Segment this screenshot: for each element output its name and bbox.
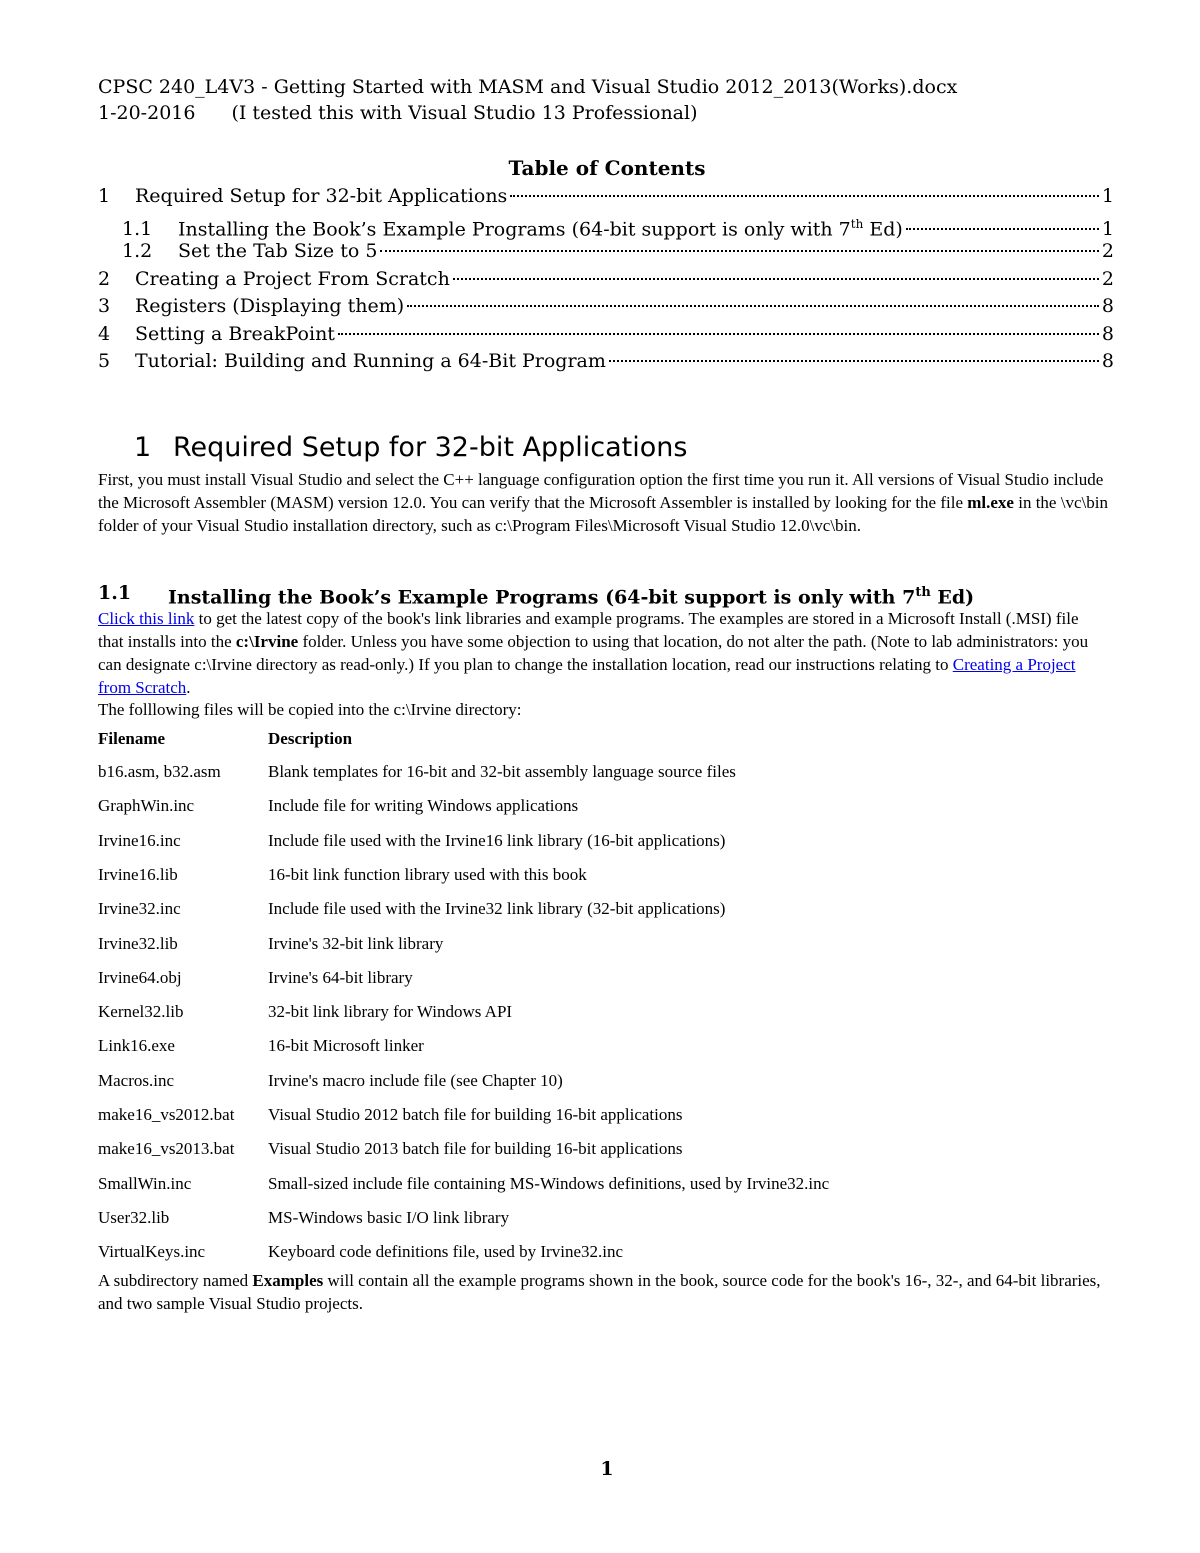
page-number: 1: [600, 1458, 614, 1480]
section-1-text-a: First, you must install Visual Studio and select the C++ language configuration option the first time you run it. All versions of Visual Studio include the Microsoft Assembler (MASM) version 12.0. You can verify that the Microsoft Assembler is installed by looking for the file: [98, 470, 1104, 512]
section-1-1-title-superscript: th: [915, 585, 931, 600]
file-name: make16_vs2013.bat: [98, 1139, 235, 1158]
section-1-title: Required Setup for 32-bit Applications: [173, 432, 688, 463]
section-1-number: 1: [134, 432, 152, 463]
file-description: Include file used with the Irvine32 link library (32-bit applications): [268, 899, 726, 918]
toc-entry-page: 1: [1101, 185, 1114, 207]
section-1-1-bold-path: c:\Irvine: [235, 632, 299, 651]
toc-dot-leader: [338, 333, 1099, 335]
toc-entry-text: Registers (Displaying them): [135, 295, 405, 317]
toc-entry[interactable]: [122, 237, 1114, 265]
filename-header: Filename: [98, 729, 166, 748]
file-description: Small-sized include file containing MS-Windows definitions, used by Irvine32.inc: [268, 1174, 830, 1193]
file-name: Irvine32.inc: [98, 899, 181, 918]
toc-dot-leader: [453, 278, 1099, 280]
section-1-text-b: in the \vc\bin folder of your Visual Studio installation directory, such as c:\Program Files\Microsoft Visual Studio 12.0\vc\bin.: [98, 493, 1108, 535]
toc-entry-text-main: Installing the Book’s Example Programs (64-bit support is only with 7: [178, 218, 851, 241]
file-description: Visual Studio 2013 batch file for building 16-bit applications: [268, 1139, 683, 1158]
file-name: Link16.exe: [98, 1036, 175, 1055]
file-name: GraphWin.inc: [98, 796, 195, 815]
document-note: (I tested this with Visual Studio 13 Professional): [231, 102, 698, 124]
examples-bold-word: Examples: [252, 1271, 324, 1290]
toc-dot-leader: [906, 228, 1099, 230]
toc-entry-text: Tutorial: Building and Running a 64-Bit Program: [135, 350, 606, 372]
file-description: Irvine's macro include file (see Chapter 10): [268, 1071, 563, 1090]
toc-entry-number: 1.2: [122, 240, 153, 262]
toc-entry-number: 5: [98, 350, 111, 372]
document-date: 1-20-2016: [98, 102, 196, 124]
toc-dot-leader: [510, 195, 1099, 197]
description-header: Description: [268, 729, 353, 748]
file-description: Keyboard code definitions file, used by Irvine32.inc: [268, 1242, 624, 1261]
section-1-1-paragraph: [98, 607, 1108, 699]
toc-entry-number: 2: [98, 268, 111, 290]
toc-entry-number: 4: [98, 323, 111, 345]
file-name: make16_vs2012.bat: [98, 1105, 235, 1124]
toc-entry-page: 8: [1101, 323, 1114, 345]
section-1-bold-filename: ml.exe: [967, 493, 1014, 512]
examples-text-a: A subdirectory named: [98, 1271, 253, 1290]
section-1-1-number: 1.1: [98, 582, 132, 604]
file-description: Visual Studio 2012 batch file for building 16-bit applications: [268, 1105, 683, 1124]
toc-entry-page: 8: [1101, 295, 1114, 317]
toc-entry-text: Setting a BreakPoint: [135, 323, 335, 345]
toc-entry[interactable]: [98, 292, 1114, 320]
section-1-1-title-main: Installing the Book’s Example Programs (64-bit support is only with 7: [168, 586, 916, 609]
file-description: 32-bit link library for Windows API: [268, 1002, 513, 1021]
file-description: Irvine's 32-bit link library: [268, 934, 444, 953]
file-description: Blank templates for 16-bit and 32-bit assembly language source files: [268, 762, 736, 781]
section-1-1-title-after: Ed): [930, 586, 975, 609]
document-date-line: [98, 100, 698, 126]
toc-entry-number: 3: [98, 295, 111, 317]
examples-text-b: will contain all the example programs shown in the book, source code for the book's 16-, 32-, and 64-bit libraries, and two sample Visual Studio projects.: [98, 1271, 1101, 1313]
toc-entry-superscript: th: [850, 217, 864, 231]
section-1-1-text-c: .: [186, 678, 191, 697]
toc-entry[interactable]: [98, 182, 1114, 210]
file-name: Irvine64.obj: [98, 968, 182, 987]
toc-entry-page: 2: [1101, 268, 1114, 290]
toc-entry-number: 1: [98, 185, 111, 207]
file-description: Include file used with the Irvine16 link library (16-bit applications): [268, 831, 726, 850]
document-title-line: CPSC 240_L4V3 - Getting Started with MASM and Visual Studio 2012_2013(Works).docx: [98, 76, 958, 98]
toc-entry-text: Creating a Project From Scratch: [135, 268, 450, 290]
toc-entry[interactable]: [98, 347, 1114, 375]
file-description: MS-Windows basic I/O link library: [268, 1208, 510, 1227]
file-name: SmallWin.inc: [98, 1174, 192, 1193]
file-name: b16.asm, b32.asm: [98, 762, 221, 781]
files-intro: The folllowing files will be copied into the c:\Irvine directory:: [98, 700, 522, 719]
examples-paragraph: [98, 1269, 1108, 1315]
toc-entry-page: 2: [1101, 240, 1114, 262]
file-name: VirtualKeys.inc: [98, 1242, 206, 1261]
file-description: 16-bit Microsoft linker: [268, 1036, 424, 1055]
toc-dot-leader: [609, 360, 1099, 362]
file-name: Irvine16.inc: [98, 831, 181, 850]
toc-dot-leader: [380, 250, 1098, 252]
creating-project-link[interactable]: Creating a Project from Scratch: [98, 655, 1076, 697]
file-description: Irvine's 64-bit library: [268, 968, 413, 987]
toc-entry[interactable]: [98, 265, 1114, 293]
toc-entry-text: Required Setup for 32-bit Applications: [135, 185, 508, 207]
section-1-1-title: [168, 580, 974, 610]
toc-entry[interactable]: [98, 320, 1114, 348]
file-name: Macros.inc: [98, 1071, 175, 1090]
click-this-link[interactable]: Click this link: [98, 609, 195, 628]
file-name: Kernel32.lib: [98, 1002, 184, 1021]
toc-dot-leader: [407, 305, 1099, 307]
toc-entry-text-after: Ed): [863, 218, 903, 241]
section-1-1-text-b: folder. Unless you have some objection to using that location, do not alter the path. (Note to lab administrators: you can designate c:\Irvine directory as read-only.) If you plan to change the installation location, read our instructions relating to: [98, 632, 1089, 674]
toc-entry-number: 1.1: [122, 218, 153, 241]
toc-entry-text: Set the Tab Size to 5: [178, 240, 378, 262]
toc-entry-page: 8: [1101, 350, 1114, 372]
toc-title: Table of Contents: [508, 156, 706, 180]
file-name: Irvine32.lib: [98, 934, 178, 953]
section-1-1-text-a: to get the latest copy of the book's link libraries and example programs. The examples are stored in a Microsoft Install (.MSI) file that installs into the: [98, 609, 1079, 651]
toc-entry-page: 1: [1101, 218, 1114, 241]
toc-entry[interactable]: [122, 210, 1114, 241]
file-name: Irvine16.lib: [98, 865, 178, 884]
file-name: User32.lib: [98, 1208, 170, 1227]
file-description: Include file for writing Windows applications: [268, 796, 579, 815]
section-1-paragraph: [98, 468, 1108, 537]
file-description: 16-bit link function library used with this book: [268, 865, 587, 884]
